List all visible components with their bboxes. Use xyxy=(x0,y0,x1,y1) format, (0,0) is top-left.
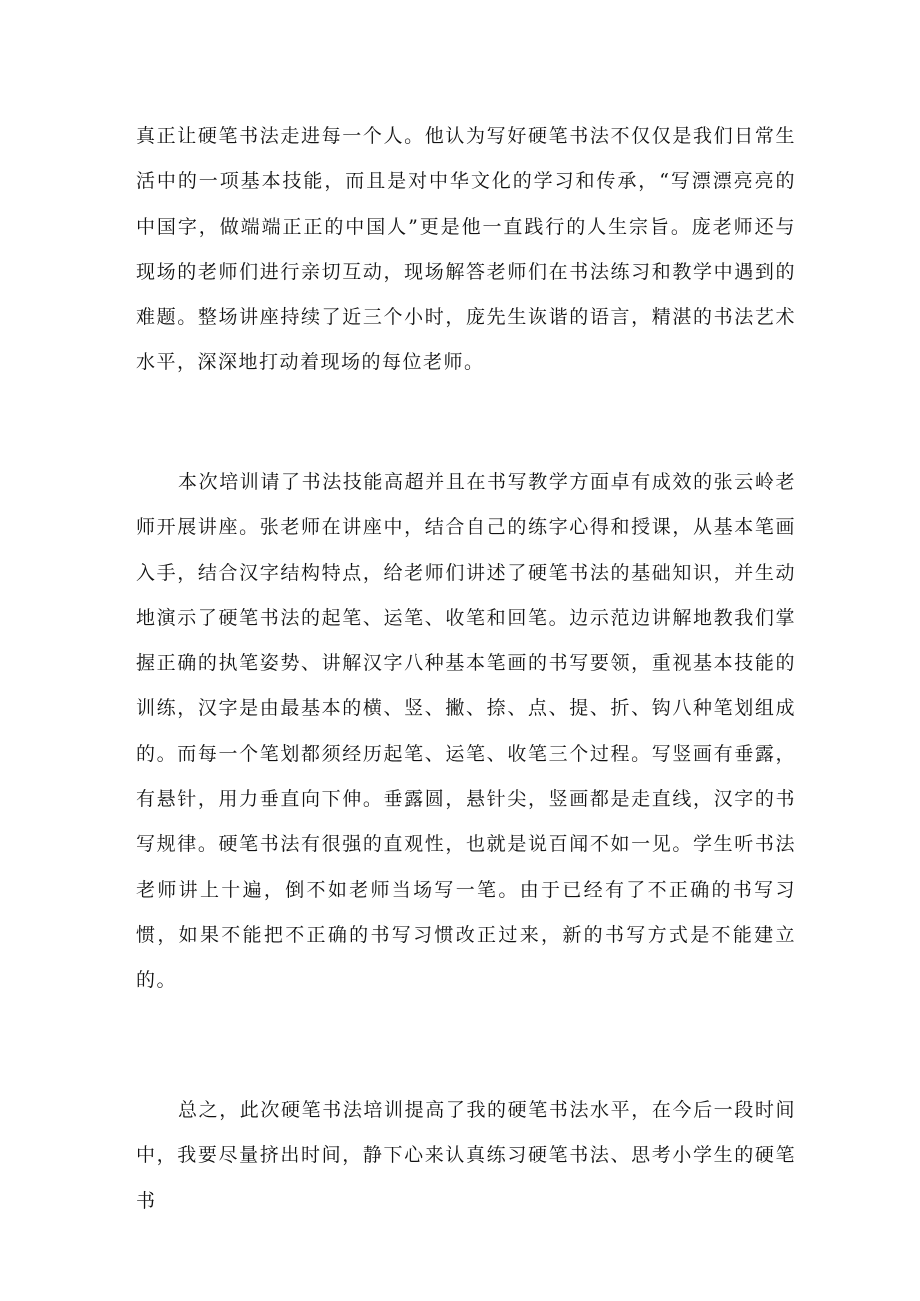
paragraph-continuation: 真正让硬笔书法走进每一个人。他认为写好硬笔书法不仅仅是我们日常生活中的一项基本技能，而且是对中华文化的学习和传承，“写漂漂亮亮的中国字，做端端正正的中国人”更是他一直践行的人生宗旨。庞老师还与现场的老师们进行亲切互动，现场解答老师们在书法练习和教学中遇到的难题。整场讲座持续了近三个小时，庞先生诙谐的语言，精湛的书法艺术水平，深深地打动着现场的每位老师。 xyxy=(136,125,796,374)
paragraph-training-lecture: 本次培训请了书法技能高超并且在书写教学方面卓有成效的张云岭老师开展讲座。张老师在讲座中，结合自己的练字心得和授课，从基本笔画入手，结合汉字结构特点，给老师们讲述了硬笔书法的基础知识，并生动地演示了硬笔书法的起笔、运笔、收笔和回笔。边示范边讲解地教我们掌握正确的执笔姿势、讲解汉字八种基本笔画的书写要领，重视基本技能的训练，汉字是由最基本的横、竖、撇、捺、点、提、折、钩八种笔划组成的。而每一个笔划都须经历起笔、运笔、收笔三个过程。写竖画有垂露，有悬针，用力垂直向下伸。垂露圆，悬针尖，竖画都是走直线，汉字的书写规律。硬笔书法有很强的直观性，也就是说百闻不如一见。学生听书法老师讲上十遍，倒不如老师当场写一笔。由于已经有了不正确的书写习惯，如果不能把不正确的书写习惯改正过来，新的书写方式是不能建立的。 xyxy=(136,471,796,992)
paragraph-conclusion: 总之，此次硬笔书法培训提高了我的硬笔书法水平，在今后一段时间中，我要尽量挤出时间，静下心来认真练习硬笔书法、思考小学生的硬笔书 xyxy=(136,1099,796,1212)
